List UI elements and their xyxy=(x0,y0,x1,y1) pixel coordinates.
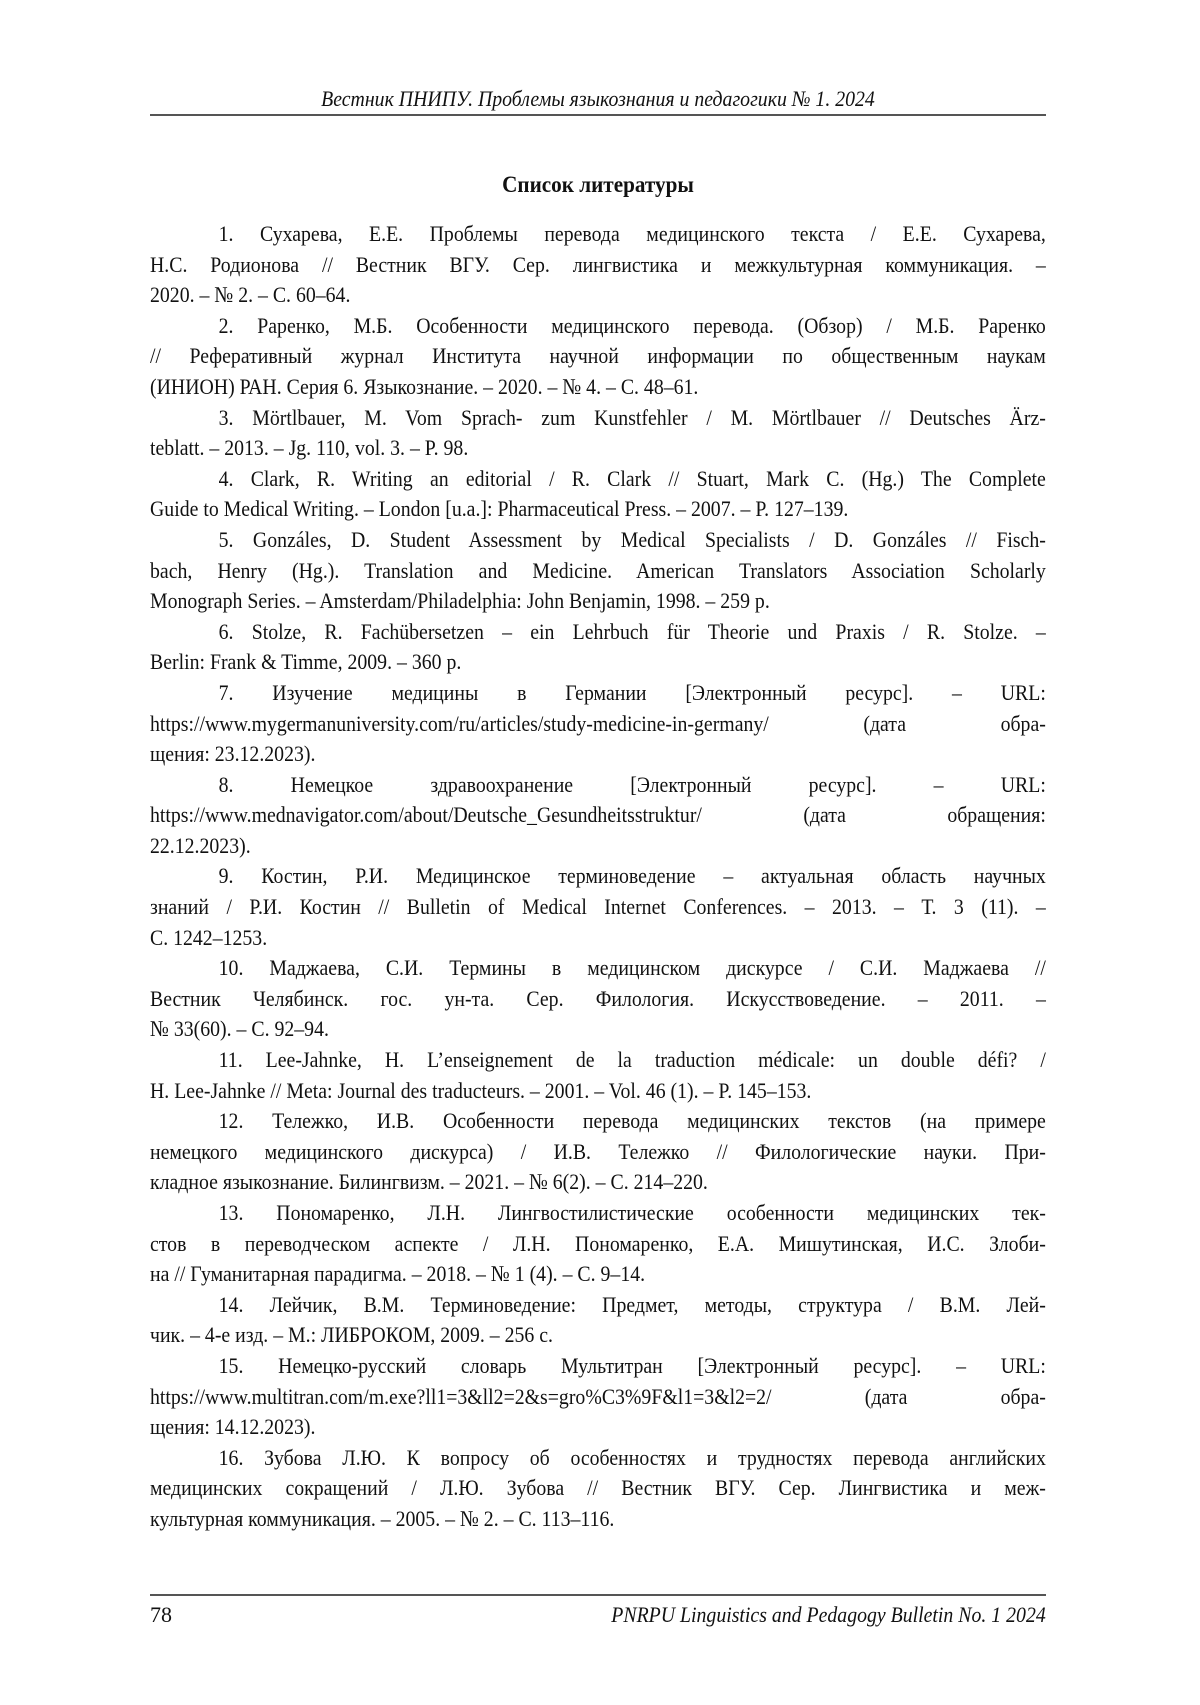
reference-line: 6. Stolze, R. Fachübersetzen – ein Lehrbuch für Theorie und Praxis / R. Stolze. – xyxy=(218,618,1046,644)
reference-line: Berlin: Frank & Timme, 2009. – 360 p. xyxy=(150,649,462,675)
reference-line: 1. Сухарева, Е.Е. Проблемы перевода медицинского текста / Е.Е. Сухарева, xyxy=(218,221,1046,246)
reference-line: 2020. – № 2. – С. 60–64. xyxy=(150,282,351,308)
reference-line: 13. Пономаренко, Л.Н. Лингвостилистические особенности медицинских тек- xyxy=(218,1200,1046,1225)
reference-line: 4. Clark, R. Writing an editorial / R. Clark // Stuart, Mark C. (Hg.) The Complete xyxy=(218,465,1046,491)
reference-entry xyxy=(150,1290,1046,1351)
reference-line: 11. Lee-Jahnke, H. L’enseignement de la traduction médicale: un double défi? / xyxy=(218,1047,1046,1073)
running-header: Вестник ПНИПУ. Проблемы языкознания и педагогики № 1. 2024 xyxy=(321,86,875,111)
reference-line: teblatt. – 2013. – Jg. 110, vol. 3. – P. 98. xyxy=(150,435,469,461)
reference-entry xyxy=(150,464,1046,525)
reference-line: кладное языкознание. Билингвизм. – 2021. – № 6(2). – С. 214–220. xyxy=(150,1169,708,1195)
reference-line: 15. Немецко-русский словарь Мультитран [Электронный ресурс]. – URL: xyxy=(218,1352,1046,1378)
reference-line: 3. Mörtlbauer, M. Vom Sprach- zum Kunstfehler / M. Mörtlbauer // Deutsches Ärz- xyxy=(218,404,1046,430)
reference-line: знаний / Р.И. Костин // Bulletin of Medical Internet Conferences. – 2013. – Т. 3 (11). – xyxy=(150,894,1046,920)
reference-line: (ИНИОН) РАН. Серия 6. Языкознание. – 2020. – № 4. – С. 48–61. xyxy=(150,373,699,399)
reference-line: H. Lee-Jahnke // Meta: Journal des traducteurs. – 2001. – Vol. 46 (1). – P. 145–153. xyxy=(150,1077,812,1103)
reference-line: Вестник Челябинск. гос. ун-та. Сер. Филология. Искусствоведение. – 2011. – xyxy=(150,985,1046,1011)
reference-line: 2. Раренко, М.Б. Особенности медицинского перевода. (Обзор) / М.Б. Раренко xyxy=(218,312,1046,338)
reference-list xyxy=(150,219,1046,1535)
reference-line: 22.12.2023). xyxy=(150,832,251,858)
reference-entry xyxy=(150,617,1046,678)
footer-journal-title: PNRPU Linguistics and Pedagogy Bulletin No. 1 2024 xyxy=(611,1602,1046,1627)
reference-line: Н.С. Родионова // Вестник ВГУ. Сер. лингвистика и межкультурная коммуникация. – xyxy=(150,251,1046,277)
reference-entry xyxy=(150,219,1046,311)
reference-line: 12. Тележко, И.В. Особенности перевода медицинских текстов (на примере xyxy=(218,1108,1046,1134)
reference-line: 14. Лейчик, В.М. Терминоведение: Предмет, методы, структура / В.М. Лей- xyxy=(218,1291,1046,1317)
reference-entry xyxy=(150,678,1046,770)
reference-line: 16. Зубова Л.Ю. К вопросу об особенностях и трудностях перевода английских xyxy=(218,1444,1046,1470)
reference-entry xyxy=(150,953,1046,1045)
reference-line: // Реферативный журнал Института научной информации по общественным наукам xyxy=(150,343,1046,369)
reference-line: 7. Изучение медицины в Германии [Электронный ресурс]. – URL: xyxy=(218,679,1046,705)
reference-entry xyxy=(150,311,1046,403)
reference-entry xyxy=(150,525,1046,617)
header-rule xyxy=(150,114,1046,116)
reference-line: щения: 14.12.2023). xyxy=(150,1414,316,1440)
reference-entry xyxy=(150,1443,1046,1535)
reference-entry xyxy=(150,403,1046,464)
reference-line: медицинских сокращений / Л.Ю. Зубова // Вестник ВГУ. Сер. Лингвистика и меж- xyxy=(150,1475,1046,1501)
reference-line: https://www.mygermanuniversity.com/ru/articles/study-medicine-in-germany/ (дата обра- xyxy=(150,710,1046,736)
reference-line: bach, Henry (Hg.). Translation and Medicine. American Translators Association Scholarly xyxy=(150,557,1046,583)
reference-line: https://www.mednavigator.com/about/Deutsche_Gesundheitsstruktur/ (дата обращения: xyxy=(150,802,1046,828)
reference-line: № 33(60). – С. 92–94. xyxy=(150,1016,329,1042)
reference-line: немецкого медицинского дискурса) / И.В. Тележко // Филологические науки. При- xyxy=(150,1138,1046,1164)
reference-entry xyxy=(150,1198,1046,1290)
reference-line: С. 1242–1253. xyxy=(150,924,268,950)
reference-entry xyxy=(150,1351,1046,1443)
reference-line: 8. Немецкое здравоохранение [Электронный ресурс]. – URL: xyxy=(218,771,1046,797)
reference-entry xyxy=(150,1045,1046,1106)
reference-line: культурная коммуникация. – 2005. – № 2. – С. 113–116. xyxy=(150,1505,615,1531)
reference-entry xyxy=(150,1106,1046,1198)
reference-entry xyxy=(150,770,1046,862)
reference-line: на // Гуманитарная парадигма. – 2018. – № 1 (4). – С. 9–14. xyxy=(150,1261,646,1287)
reference-line: 10. Маджаева, С.И. Термины в медицинском дискурсе / С.И. Маджаева // xyxy=(218,955,1046,981)
reference-line: Guide to Medical Writing. – London [u.a.]: Pharmaceutical Press. – 2007. – P. 127–139. xyxy=(150,496,849,522)
reference-line: 5. Gonzáles, D. Student Assessment by Medical Specialists / D. Gonzáles // Fisch- xyxy=(218,526,1046,552)
reference-entry xyxy=(150,861,1046,953)
reference-line: 9. Костин, Р.И. Медицинское терминоведение – актуальная область научных xyxy=(218,863,1046,889)
reference-line: чик. – 4-е изд. – М.: ЛИБРОКОМ, 2009. – 256 с. xyxy=(150,1322,553,1348)
reference-line: Monograph Series. – Amsterdam/Philadelphia: John Benjamin, 1998. – 259 p. xyxy=(150,588,770,614)
section-title: Список литературы xyxy=(502,172,694,197)
page-number: 78 xyxy=(150,1602,172,1627)
reference-line: https://www.multitran.com/m.exe?ll1=3&ll2=2&s=gro%C3%9F&l1=3&l2=2/ (дата обра- xyxy=(150,1383,1046,1409)
footer-rule xyxy=(150,1594,1046,1596)
reference-line: щения: 23.12.2023). xyxy=(150,741,316,767)
reference-line: стов в переводческом аспекте / Л.Н. Пономаренко, Е.А. Мишутинская, И.С. Злоби- xyxy=(150,1230,1046,1256)
